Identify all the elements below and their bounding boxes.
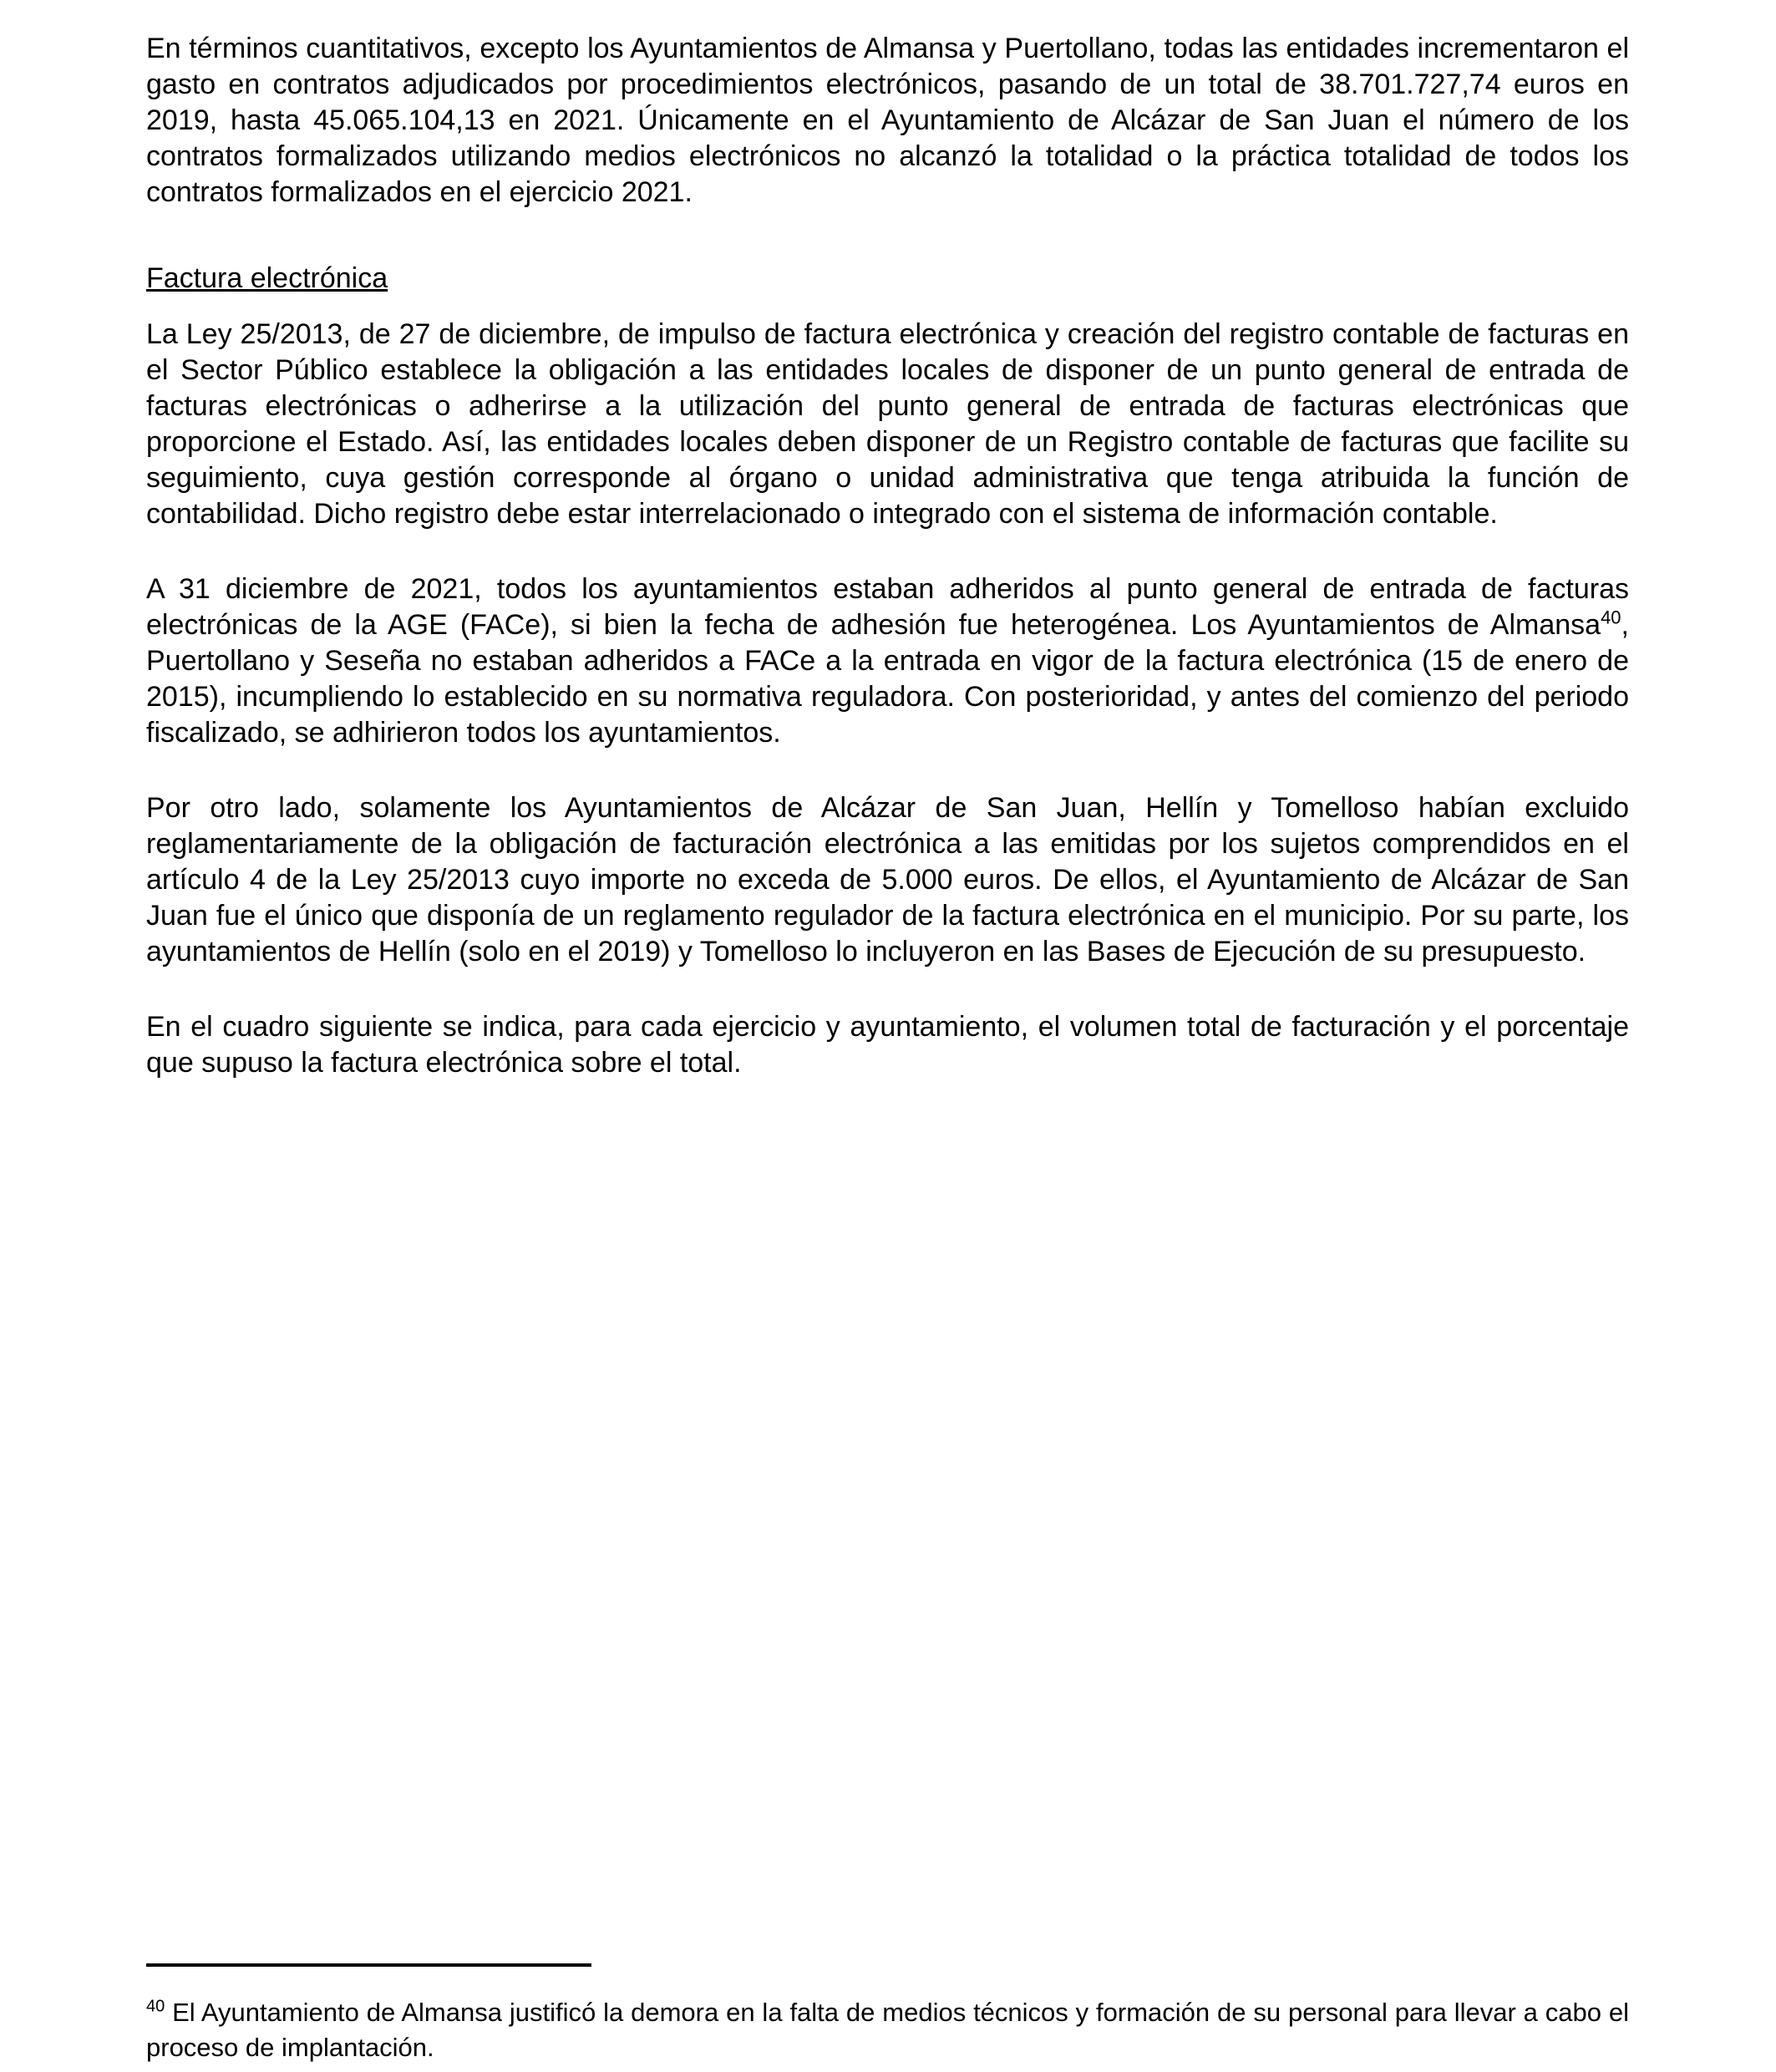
footnote-40 (146, 1995, 1629, 2065)
footnote-separator-rule (146, 1963, 591, 1967)
paragraph-adhesion-face-part1: A 31 diciembre de 2021, todos los ayuntamientos estaban adheridos al punto general de entrada de facturas electrónicas de la AGE (FACe), si bien la fecha de adhesión fue heterogénea. Los Ayuntamientos de Almansa (146, 573, 1629, 641)
paragraph-cuadro-siguiente: En el cuadro siguiente se indica, para cada ejercicio y ayuntamiento, el volumen total de facturación y el porcentaje que supuso la factura electrónica sobre el total. (146, 1011, 1629, 1079)
paragraph-adhesion-face (146, 571, 1629, 751)
paragraph-exclusion-facturacion: Por otro lado, solamente los Ayuntamientos de Alcázar de San Juan, Hellín y Tomelloso habían excluido reglamentariamente de la obligación de facturación electrónica a las emitidas por los sujetos comprendidos en el artículo 4 de la Ley 25/2013 cuyo importe no exceda de 5.000 euros. De ellos, el Ayuntamiento de Alcázar de San Juan fue el único que disponía de un reglamento regulador de la factura electrónica en el municipio. Por su parte, los ayuntamientos de Hellín (solo en el 2019) y Tomelloso lo incluyeron en las Bases de Ejecución de su presupuesto. (146, 792, 1629, 967)
paragraph-contratos-cuantitativos: En términos cuantitativos, excepto los Ayuntamientos de Almansa y Puertollano, todas las entidades incrementaron el gasto en contratos adjudicados por procedimientos electrónicos, pasando de un total de 38.701.727,74 euros en 2019, hasta 45.065.104,13 en 2021. Únicamente en el Ayuntamiento de Alcázar de San Juan el número de los contratos formalizados utilizando medios electrónicos no alcanzó la totalidad o la práctica totalidad de todos los contratos formalizados en el ejercicio 2021. (146, 33, 1629, 208)
paragraph-ley-25-2013: La Ley 25/2013, de 27 de diciembre, de impulso de factura electrónica y creación del registro contable de facturas en el Sector Público establece la obligación a las entidades locales de disponer de un punto general de entrada de facturas electrónicas o adherirse a la utilización del punto general de entrada de facturas electrónicas que proporcione el Estado. Así, las entidades locales deben disponer de un Registro contable de facturas que facilite su seguimiento, cuya gestión corresponde al órgano o unidad administrativa que tenga atribuida la función de contabilidad. Dicho registro debe estar interrelacionado o integrado con el sistema de información contable. (146, 318, 1629, 530)
footnote-40-marker: 40 (146, 1997, 165, 2016)
footnote-reference-40: 40 (1601, 607, 1621, 628)
footnote-40-text: El Ayuntamiento de Almansa justificó la demora en la falta de medios técnicos y formación de su personal para llevar a cabo el proceso de implantación. (146, 1998, 1629, 2062)
section-heading-factura-electronica (146, 261, 1629, 297)
section-heading-text: Factura electrónica (146, 262, 388, 294)
footnote-area (146, 1963, 1629, 2065)
paragraph-adhesion-face-part2: , Puertollano y Seseña no estaban adheridos a FACe a la entrada en vigor de la factura electrónica (15 de enero de 2015), incumpliendo lo establecido en su normativa reguladora. Con posterioridad, y antes del comienzo del periodo fiscalizado, se adhirieron todos los ayuntamientos. (146, 609, 1629, 749)
